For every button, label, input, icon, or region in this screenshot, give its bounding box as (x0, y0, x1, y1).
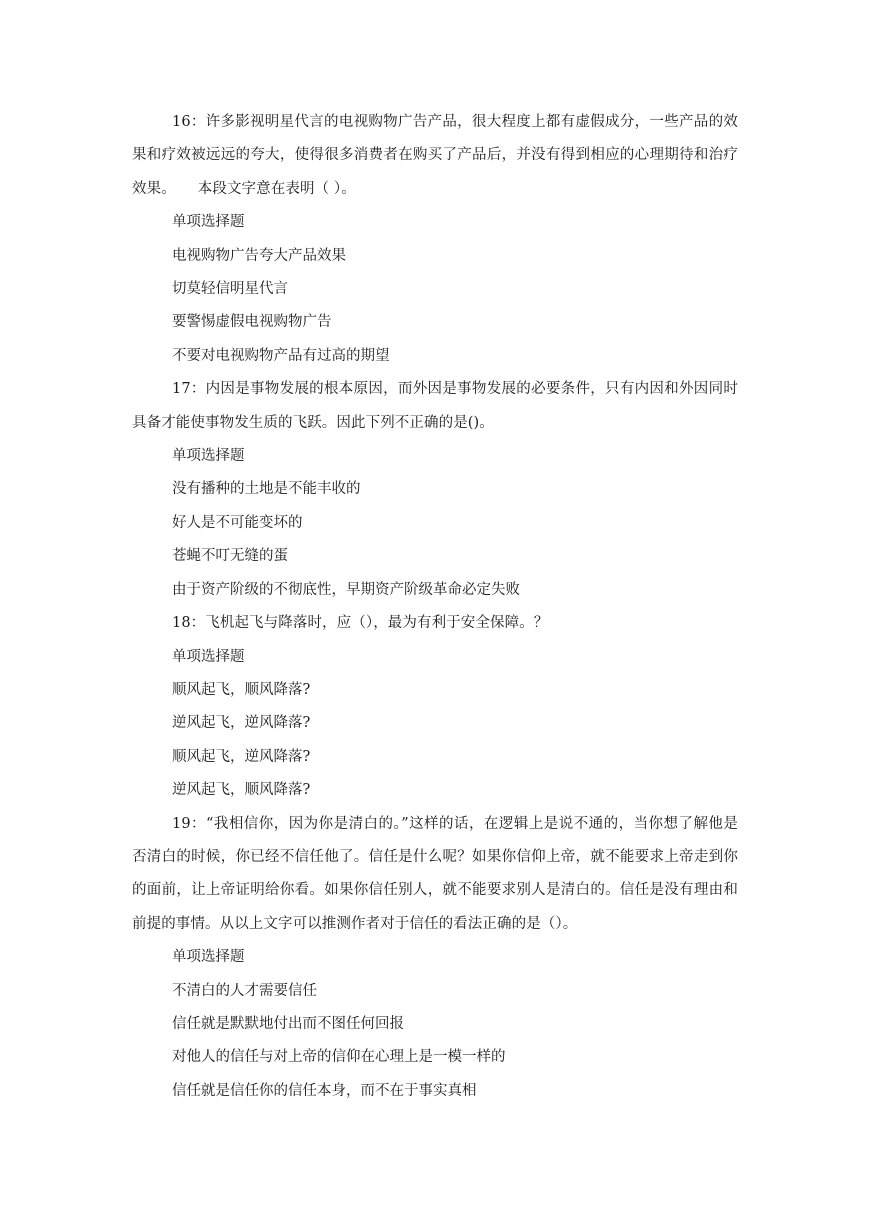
question-type: 单项选择题 (172, 648, 245, 665)
option: 顺风起飞，顺风降落? (172, 681, 311, 698)
option: 要警惕虚假电视购物广告 (172, 314, 332, 331)
option: 逆风起飞，逆风降落? (172, 715, 311, 732)
question-16 (132, 106, 738, 373)
question-stem: 19：“我相信你，因为你是清白的。”这样的话，在逻辑上是说不通的，当你想了解他是否清白的时候，你已经不信任他了。信任是什么呢？如果你信仰上帝，就不能要求上帝走到你的面前，让上帝证明给你看。如果你信任别人，就不能要求别人是清白的。信任是没有理由和前提的事情。从以上文字可以推测作者对于信任的看法正确的是（）。 (132, 815, 738, 932)
option: 对他人的信任与对上帝的信仰在心理上是一模一样的 (172, 1049, 506, 1066)
option: 信任就是默默地付出而不图任何回报 (172, 1015, 404, 1032)
question-type: 单项选择题 (172, 448, 245, 465)
question-type: 单项选择题 (172, 214, 245, 231)
option: 由于资产阶级的不彻底性，早期资产阶级革命必定失败 (172, 581, 520, 598)
question-18 (132, 607, 738, 807)
question-type: 单项选择题 (172, 949, 245, 966)
option: 电视购物广告夸大产品效果 (172, 247, 346, 264)
question-stem: 18：飞机起飞与降落时，应（），最为有利于安全保障。？ (172, 615, 549, 632)
option: 没有播种的土地是不能丰收的 (172, 481, 361, 498)
option: 不要对电视购物产品有过高的期望 (172, 347, 390, 364)
option: 信任就是信任你的信任本身，而不在于事实真相 (172, 1082, 477, 1099)
question-19 (132, 808, 738, 1109)
question-stem: 16：许多影视明星代言的电视购物广告产品，很大程度上都有虚假成分，一些产品的效果和疗效被远远的夸大，使得很多消费者在购买了产品后，并没有得到相应的心理期待和治疗效果。 本段文字意在表明（ ）。 (132, 114, 738, 197)
question-stem: 17：内因是事物发展的根本原因，而外因是事物发展的必要条件，只有内因和外因同时具备才能使事物发生质的飞跃。因此下列不正确的是()。 (132, 381, 738, 431)
option: 切莫轻信明星代言 (172, 281, 288, 298)
option: 顺风起飞，逆风降落? (172, 748, 311, 765)
option: 逆风起飞，顺风降落? (172, 782, 311, 799)
option: 苍蝇不叮无缝的蛋 (172, 548, 288, 565)
document-page (132, 106, 738, 1108)
question-17 (132, 373, 738, 607)
option: 好人是不可能变坏的 (172, 514, 303, 531)
option: 不清白的人才需要信任 (172, 982, 317, 999)
